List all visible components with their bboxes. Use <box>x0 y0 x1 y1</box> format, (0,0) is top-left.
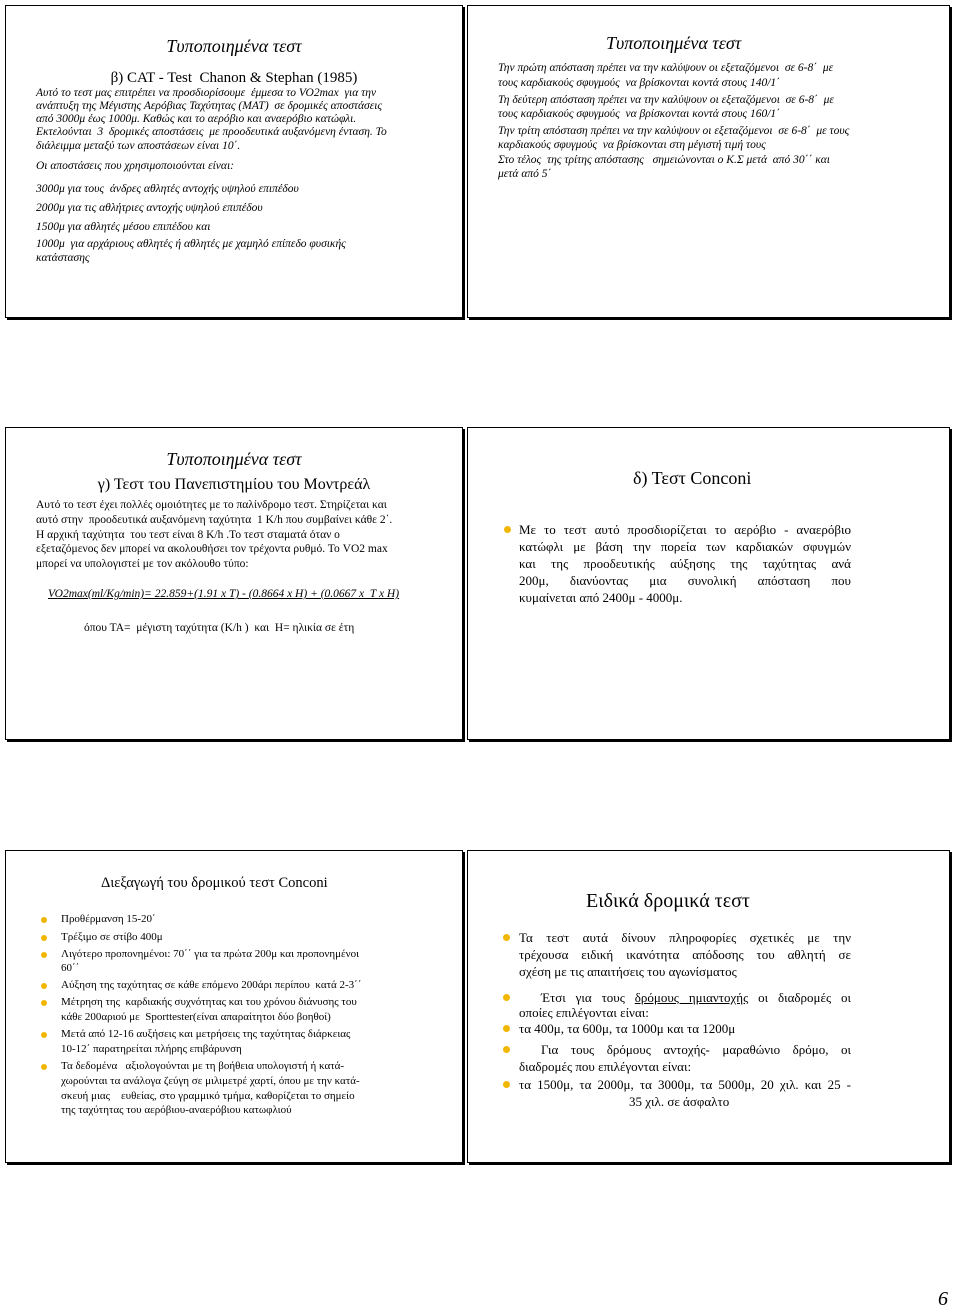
text-run: οι διαδρομές οι <box>748 990 851 1005</box>
body-line: από 3000μ έως 1000μ. Καθώς και το αερόβιο και αναερόβιο κατώφλι. <box>36 113 357 125</box>
body-line: 1500μ για αθλητές μέσου επιπέδου και <box>36 221 211 233</box>
list-item <box>541 991 851 1004</box>
slide-title: Τυποποιημένα τεστ <box>166 36 302 56</box>
body-line: κατάστασης <box>36 252 90 264</box>
bullet-dot <box>41 917 47 923</box>
list-item: Τα δεδομένα αξιολογούνται με τη βοήθεια υπολογιστή ή κατά- <box>61 1060 345 1072</box>
slide-1 <box>5 5 463 318</box>
slide-title: Τυποποιημένα τεστ <box>606 33 742 53</box>
body-line: Εκτελούνται 3 δρομικές αποστάσεις με προοδευτικά αυξανόμενη ένταση. Το <box>36 126 387 138</box>
formula: VO2max(ml/Kg/min)= 22.859+(1.91 x T) - (0.8664 x H) + (0.0667 x T x H) <box>48 588 400 600</box>
slide-title: Διεξαγωγή του δρομικού τεστ Conconi <box>101 875 328 891</box>
list-item: τα 400μ, τα 600μ, τα 1000μ και τα 1200μ <box>519 1021 736 1036</box>
bullet-dot <box>503 994 510 1001</box>
page-number: 6 <box>938 1288 948 1310</box>
list-item-continuation: σκευή μιας ευθείας, στο γραμμικό τμήμα, καθορίζεται το σημείο <box>61 1090 355 1102</box>
body-line: αυτό στην προοδευτικά αυξανόμενη ταχύτητα 1 K/h που συμβαίνει κάθε 2΄. <box>36 514 393 526</box>
body-line: καρδιακούς σφυγμούς να βρίσκονται στη μέγιστή τιμή τους <box>498 139 766 151</box>
bullet-dot <box>41 983 47 989</box>
body-line: 3000μ για τους άνδρες αθλητές αντοχής υψηλού επιπέδου <box>36 183 299 195</box>
list-item-continuation: κάθε 200αριού με Sporttester(είναι απαραίτητοι δύο βοηθοί) <box>61 1011 331 1023</box>
list-item-continuation: της ταχύτητας του αερόβιου-αναερόβιου κατωφλιού <box>61 1104 292 1116</box>
slide-4 <box>467 427 950 740</box>
slide-title: Τυποποιημένα τεστ <box>166 449 302 469</box>
body-line: 200μ, διανύοντας μια συνολική απόσταση που <box>519 573 851 588</box>
body-line: Στο τέλος της τρίτης απόστασης σημειώνονται ο Κ.Σ μετά από 30΄΄ και <box>498 154 830 166</box>
body-line: ανάπτυξη της Μέγιστης Αερόβιας Ταχύτητας (ΜΑΤ) σε δρομικές αποστάσεις <box>36 100 383 112</box>
bullet-dot <box>41 1064 47 1070</box>
body-line: Αυτό το τεστ έχει πολλές ομοιότητες με το παλίνδρομο τεστ. Στηρίζεται και <box>36 499 387 511</box>
slide-title: Ειδικά δρομικά τεστ <box>586 890 750 912</box>
body-line: Την τρίτη απόσταση πρέπει να την καλύψουν οι εξεταζόμενοι σε 6-8΄ με τους <box>498 125 850 137</box>
body-line: και της προοδευτικής αύξησης της ταχύτητας ανά <box>519 556 851 571</box>
body-line: Την πρώτη απόσταση πρέπει να την καλύψουν οι εξεταζόμενοι σε 6-8΄ με <box>498 62 834 74</box>
body-line: κυμαίνεται από 2400μ - 4000μ. <box>519 590 683 605</box>
list-item-continuation: τρέχουσα ειδική ικανότητα απόδοσης του αθλητή σε <box>519 947 851 962</box>
body-line: Οι αποστάσεις που χρησιμοποιούνται είναι: <box>36 160 234 172</box>
bullet-dot <box>504 526 511 533</box>
list-item: Μετά από 12-16 αυξήσεις και μετρήσεις της ταχύτητας διάρκειας <box>61 1028 351 1040</box>
body-line: Τη δεύτερη απόσταση πρέπει να την καλύψουν οι εξεταζόμενοι σε 6-8΄ με <box>498 94 834 106</box>
bullet-dot <box>503 934 510 941</box>
body-line: Με το τεστ αυτό προσδιορίζεται το αερόβιο - αναερόβιο <box>519 522 851 537</box>
list-item-continuation: διαδρομές που επιλέγονται είναι: <box>519 1059 692 1074</box>
body-line: εξεταζόμενος δεν μπορεί να ακολουθήσει τον τρέχοντα ρυθμό. Το VO2 max <box>36 543 388 555</box>
list-item: Μέτρηση της καρδιακής συχνότητας και του χρόνου διάνυσης του <box>61 996 357 1008</box>
body-line: μπορεί να υπολογιστεί με τον ακόλουθο τύπο: <box>36 558 249 570</box>
bullet-dot <box>503 1081 510 1088</box>
list-item: Τα τεστ αυτά δίνουν πληροφορίες σχετικές με την <box>519 930 851 945</box>
list-item: Αύξηση της ταχύτητας σε κάθε επόμενο 200άρι περίπου κατά 2-3΄΄ <box>61 979 362 991</box>
list-item-continuation: 35 χιλ. σε άσφαλτο <box>629 1094 730 1109</box>
body-line: 2000μ για τις αθλήτριες αντοχής υψηλού επιπέδου <box>36 202 263 214</box>
list-item: τα 1500μ, τα 2000μ, τα 3000μ, τα 5000μ, 20 χιλ. και 25 - <box>519 1077 851 1092</box>
list-item-continuation: 60΄΄ <box>61 962 80 974</box>
body-line: 1000μ για αρχάριους αθλητές ή αθλητές με χαμηλό επίπεδο φυσικής <box>36 238 346 250</box>
list-item: Προθέρμανση 15-20΄ <box>61 913 156 925</box>
slide-2 <box>467 5 950 318</box>
underlined-text: δρόμους ημιαντοχής <box>634 990 749 1005</box>
list-item-continuation: σχέση με τις απαιτήσεις του αγωνίσματος <box>519 964 737 979</box>
body-line: τους καρδιακούς σφυγμούς να βρίσκονται κοντά στους 140/1΄ <box>498 77 780 89</box>
text-run: Έτσι για τους <box>541 990 635 1005</box>
list-item-continuation: οποίες επιλέγονται είναι: <box>519 1005 649 1020</box>
body-line: διάλειμμα μεταξύ των αποστάσεων είναι 10΄. <box>36 140 241 152</box>
bullet-dot <box>41 1000 47 1006</box>
slide-subtitle: γ) Τεστ του Πανεπιστημίου του Μοντρεάλ <box>97 476 371 493</box>
list-item: Για τους δρόμους αντοχής- μαραθώνιο δρόμο, οι <box>541 1042 851 1057</box>
body-line: τους καρδιακούς σφυγμούς να βρίσκονται κοντά στους 160/1΄ <box>498 108 780 120</box>
list-item: Λιγότερο προπονημένοι: 70΄΄ για τα πρώτα 200μ και προπονημένοι <box>61 948 360 960</box>
slide-3 <box>5 427 463 740</box>
body-line: μετά από 5΄ <box>498 168 552 180</box>
body-line: κατώφλι με βάση την πορεία των καρδιακών σφυγμών <box>519 539 851 554</box>
body-line: Αυτό το τεστ μας επιτρέπει να προσδιορίσουμε έμμεσα το VO2max για την <box>36 87 377 99</box>
list-item-continuation: χωρούνται τα ανάλογα ζεύγη σε μιλιμετρέ χαρτί, όπου με την κατά- <box>61 1075 360 1087</box>
body-line: Η αρχική ταχύτητα του τεστ είναι 8 Κ/h .Το τεστ σταματά όταν ο <box>36 529 340 541</box>
formula-note: όπου ΤΑ= μέγιστη ταχύτητα (K/h ) και Η= ηλικία σε έτη <box>84 622 355 634</box>
list-item: Τρέξιμο σε στίβο 400μ <box>61 931 163 943</box>
slide-title: δ) Τεστ Conconi <box>633 468 752 488</box>
bullet-dot <box>41 952 47 958</box>
list-item-continuation: 10-12΄ παρατηρείται πλήρης επιβάρυνση <box>61 1043 242 1055</box>
bullet-dot <box>41 1032 47 1038</box>
bullet-dot <box>503 1046 510 1053</box>
bullet-dot <box>503 1025 510 1032</box>
slide-6 <box>467 850 950 1163</box>
slide-subtitle: β) CAT - Test Chanon & Stephan (1985) <box>110 70 358 86</box>
slide-5 <box>5 850 463 1163</box>
bullet-dot <box>41 935 47 941</box>
